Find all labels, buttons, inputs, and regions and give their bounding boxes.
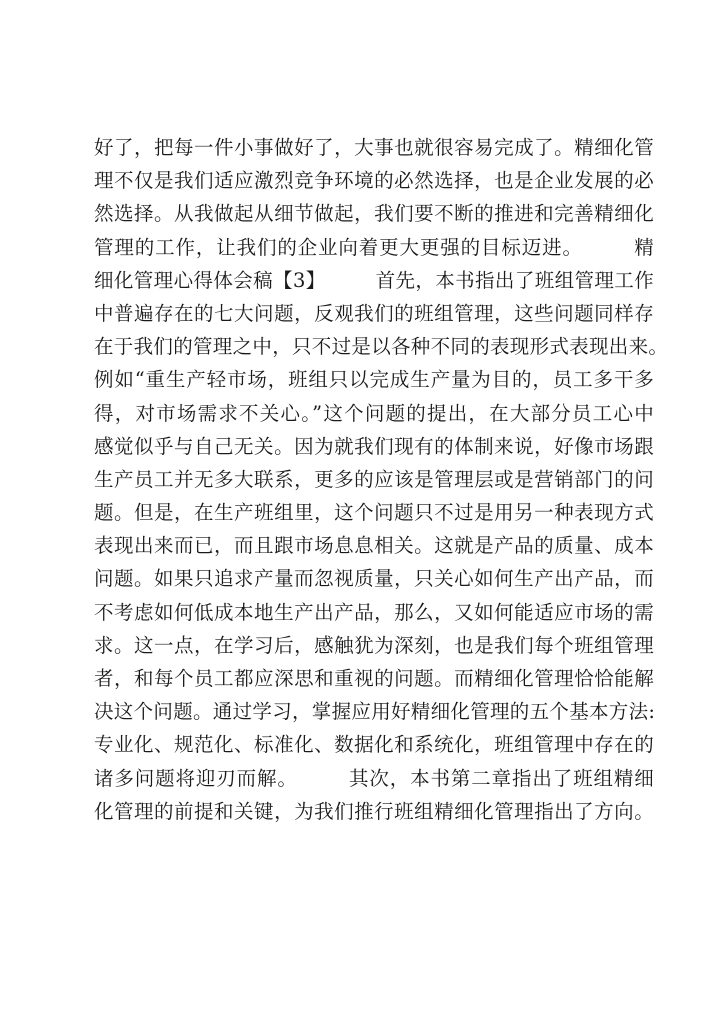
text-line-5: 细化管理心得体会稿【3】 首先，本书指出了班组管理工作 (94, 268, 654, 292)
text-line-18: 决这个问题。通过学习，掌握应用好精细化管理的五个基本方法: (94, 700, 656, 724)
text-line-10: 感觉似乎与自己无关。因为就我们现有的体制来说，好像市场跟 (94, 434, 654, 458)
text-line-16: 求。这一点，在学习后，感触犹为深刻，也是我们每个班组管理 (94, 633, 654, 657)
text-line-1: 好了，把每一件小事做好了，大事也就很容易完成了。精细化管 (94, 136, 654, 159)
text-line-21: 化管理的前提和关键，为我们推行班组精细化管理指出了方向。 (94, 799, 654, 823)
text-line-14: 问题。如果只追求产量而忽视质量，只关心如何生产出产品，而 (94, 567, 654, 591)
text-line-17: 者，和每个员工都应深思和重视的问题。而精细化管理恰恰能解 (94, 667, 654, 690)
text-line-15: 不考虑如何低成本地生产出产品，那么，又如何能适应市场的需 (94, 600, 654, 624)
text-line-3: 然选择。从我做起从细节做起，我们要不断的推进和完善精细化 (94, 202, 654, 226)
body-text (94, 131, 669, 828)
text-line-19: 专业化、规范化、标准化、数据化和系统化，班组管理中存在的 (94, 733, 654, 757)
text-line-6: 中普遍存在的七大问题，反观我们的班组管理，这些问题同样存 (94, 301, 654, 325)
text-line-8: 例如“重生产轻市场，班组只以完成生产量为目的，员工多干多 (94, 368, 654, 392)
text-line-13: 表现出来而已，而且跟市场息息相关。这就是产品的质量、成本 (94, 534, 654, 558)
text-line-11: 生产员工并无多大联系，更多的应该是管理层或是营销部门的问 (94, 467, 654, 491)
text-line-20: 诸多问题将迎刃而解。 其次，本书第二章指出了班组精细 (94, 766, 654, 790)
text-line-12: 题。但是，在生产班组里，这个问题只不过是用另一种表现方式 (94, 501, 654, 525)
text-line-4: 管理的工作，让我们的企业向着更大更强的目标迈进。 精 (94, 235, 654, 259)
text-line-7: 在于我们的管理之中，只不过是以各种不同的表现形式表现出来。 (94, 335, 669, 359)
text-line-9: 得，对市场需求不关心。”这个问题的提出，在大部分员工心中 (94, 401, 654, 425)
text-line-2: 理不仅是我们适应激烈竞争环境的必然选择，也是企业发展的必 (94, 169, 654, 193)
